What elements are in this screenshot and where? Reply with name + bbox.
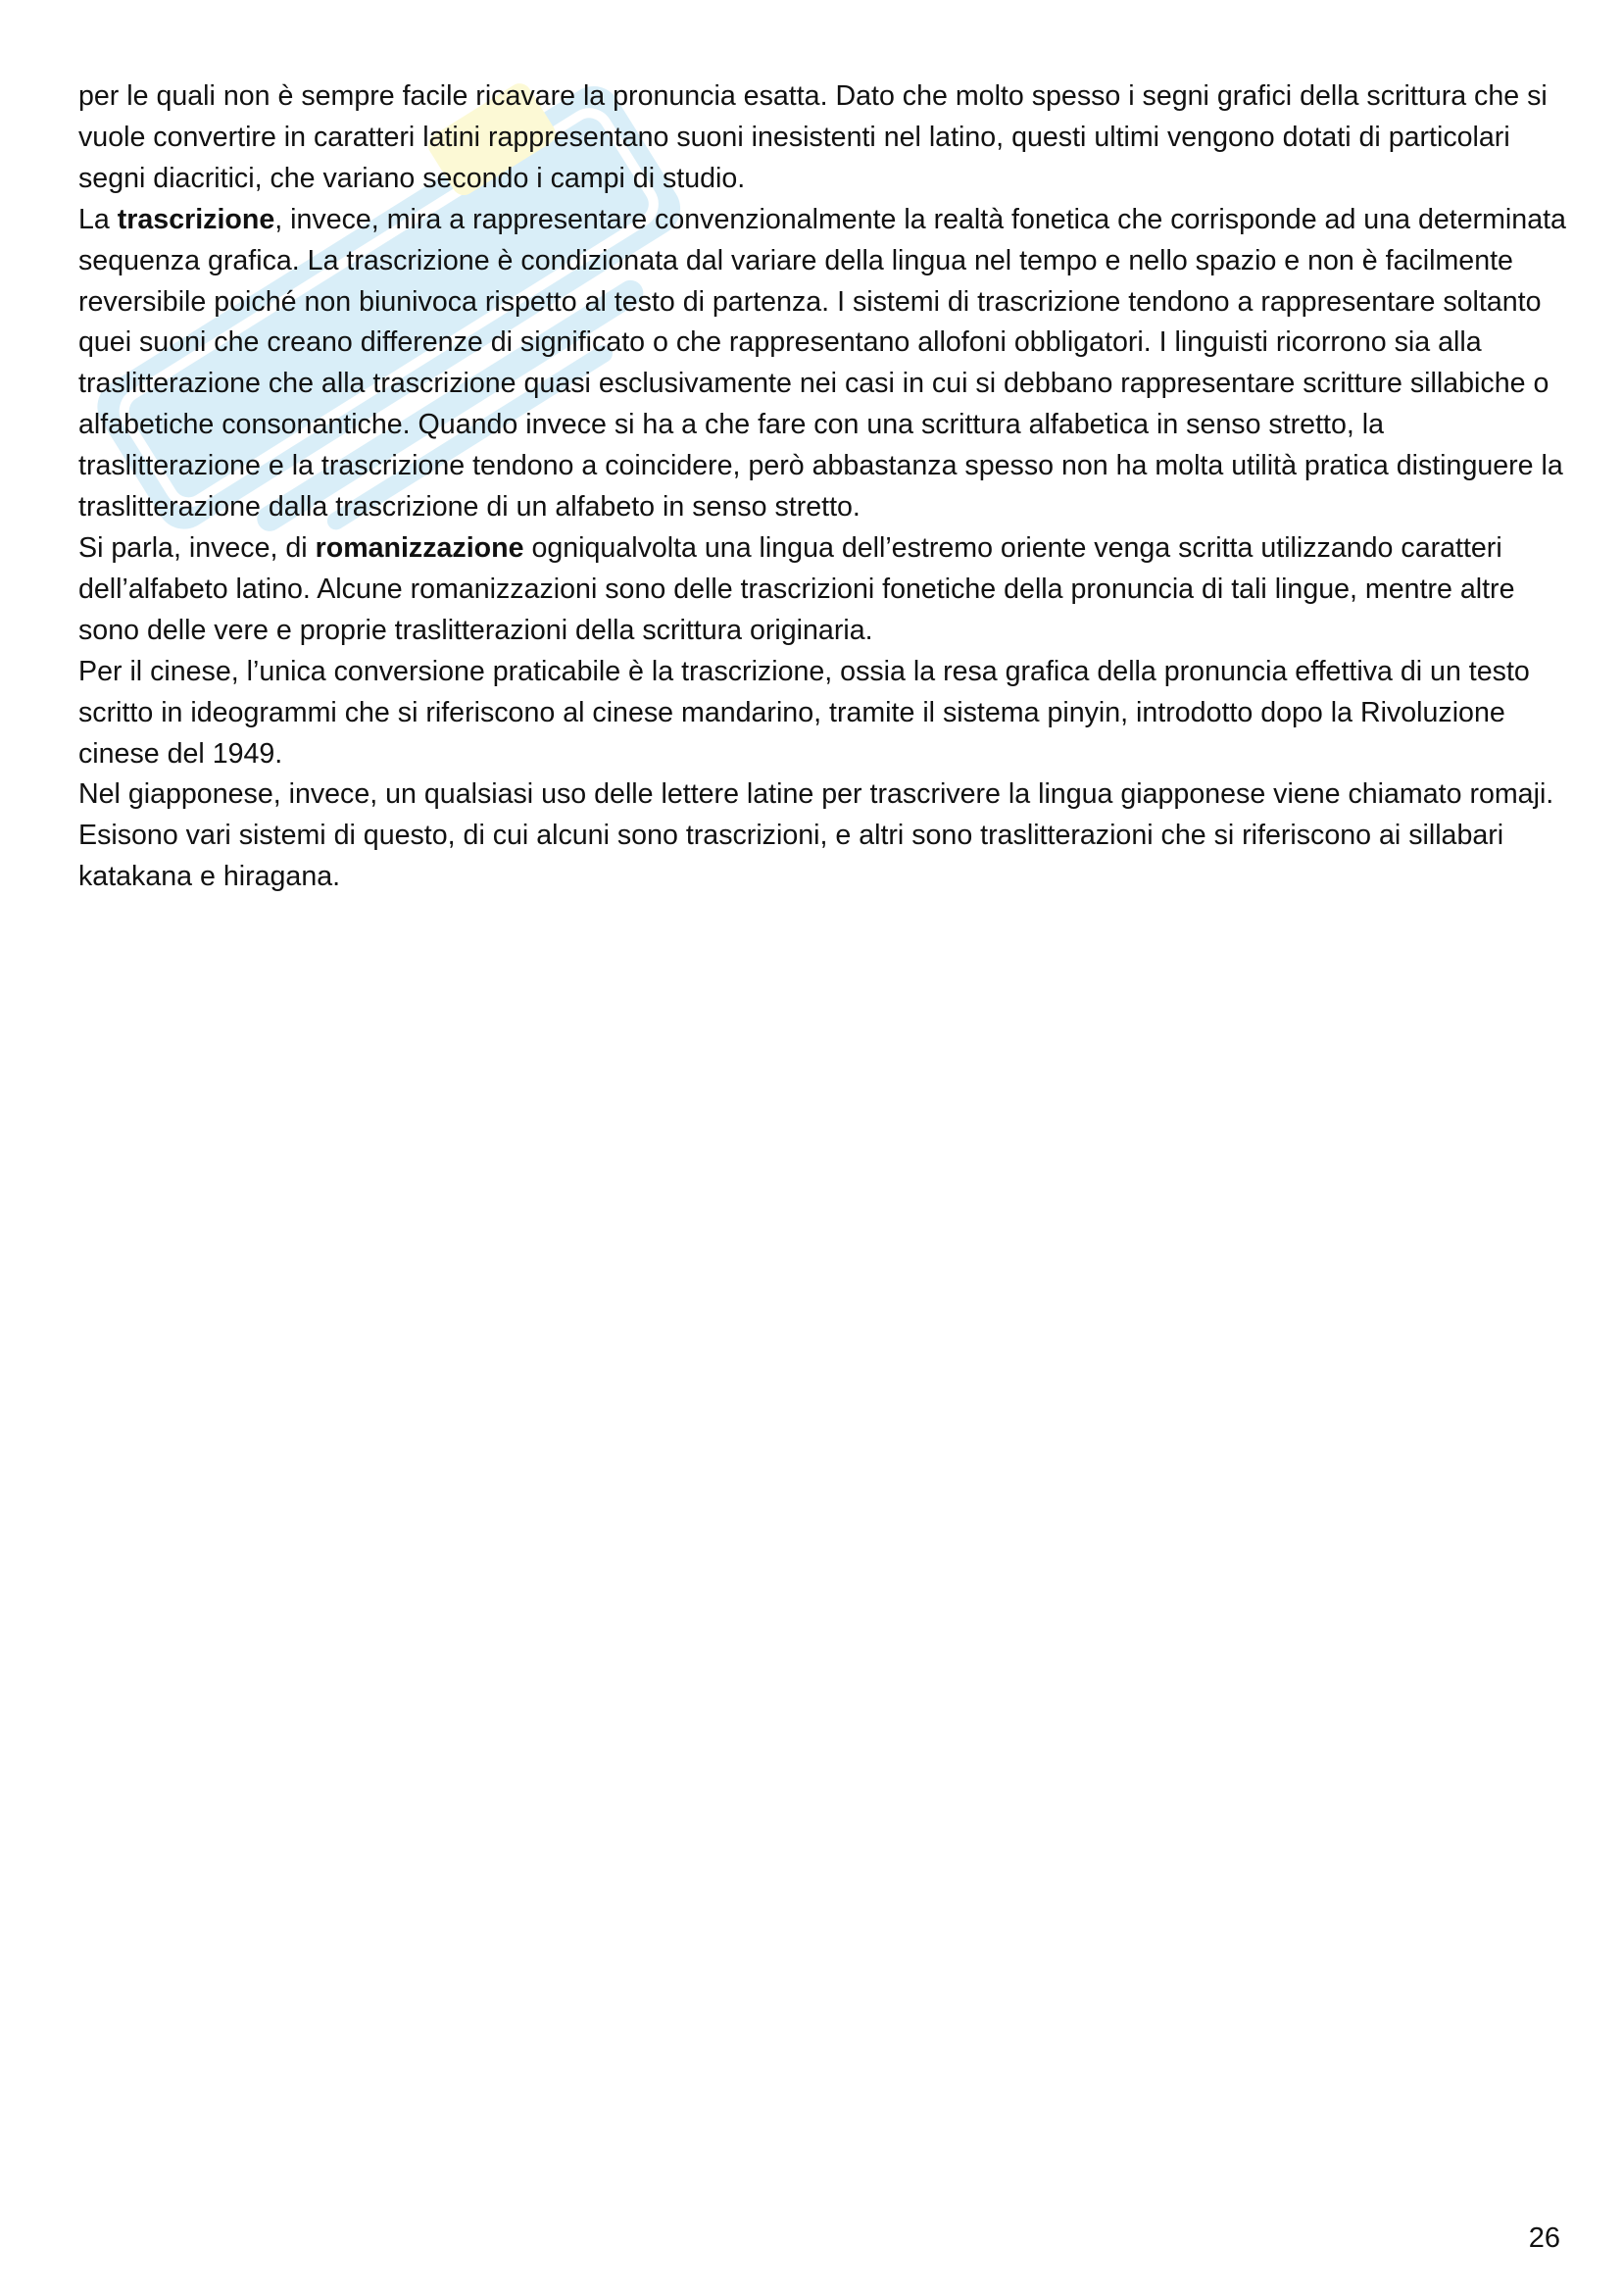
paragraph-romanizzazione: Si parla, invece, di romanizzazione ogniqualvolta una lingua dell’estremo oriente venga scritta utilizzando caratteri dell’alfabeto latino. Alcune romanizzazioni sono delle trascrizioni fonetiche della pronuncia di tali lingue, mentre altre sono delle vere e proprie traslitterazioni della scrittura originaria.: [78, 531, 1515, 646]
paragraph-giapponese: Nel giapponese, invece, un qualsiasi uso delle lettere latine per trascrivere la lingua giapponese viene chiamato romaji. Esisono vari sistemi di questo, di cui alcuni sono trascrizioni, e altri sono traslitterazioni che si riferiscono ai sillabari katakana e hiragana.: [78, 778, 1554, 893]
document-body: [78, 76, 1568, 898]
term-trascrizione: trascrizione: [117, 203, 275, 235]
term-romanizzazione: romanizzazione: [315, 531, 524, 564]
paragraph-cinese: Per il cinese, l’unica conversione praticabile è la trascrizione, ossia la resa grafica della pronuncia effettiva di un testo scritto in ideogrammi che si riferiscono al cinese mandarino, tramite il sistema pinyin, introdotto dopo la Rivoluzione cinese del 1949.: [78, 655, 1530, 770]
page-number: 26: [1528, 2222, 1560, 2254]
paragraph-1: per le quali non è sempre facile ricavare la pronuncia esatta. Dato che molto spesso i segni grafici della scrittura che si vuole convertire in caratteri latini rappresentano suoni inesistenti nel latino, questi ultimi vengono dotati di particolari segni diacritici, che variano secondo i campi di studio.: [78, 80, 1548, 194]
paragraph-trascrizione: La trascrizione, invece, mira a rappresentare convenzionalmente la realtà fonetica che corrisponde ad una determinata sequenza grafica. La trascrizione è condizionata dal variare della lingua nel tempo e nello spazio e non è facilmente reversibile poiché non biunivoca rispetto al testo di partenza. I sistemi di trascrizione tendono a rappresentare soltanto quei suoni che creano differenze di significato o che rappresentano allofoni obbligatori. I linguisti ricorrono sia alla traslitterazione che alla trascrizione quasi esclusivamente nei casi in cui si debbano rappresentare scritture sillabiche o alfabetiche consonantiche. Quando invece si ha a che fare con una scrittura alfabetica in senso stretto, la traslitterazione e la trascrizione tendono a coincidere, però abbastanza spesso non ha molta utilità pratica distinguere la traslitterazione dalla trascrizione di un alfabeto in senso stretto.: [78, 203, 1566, 524]
